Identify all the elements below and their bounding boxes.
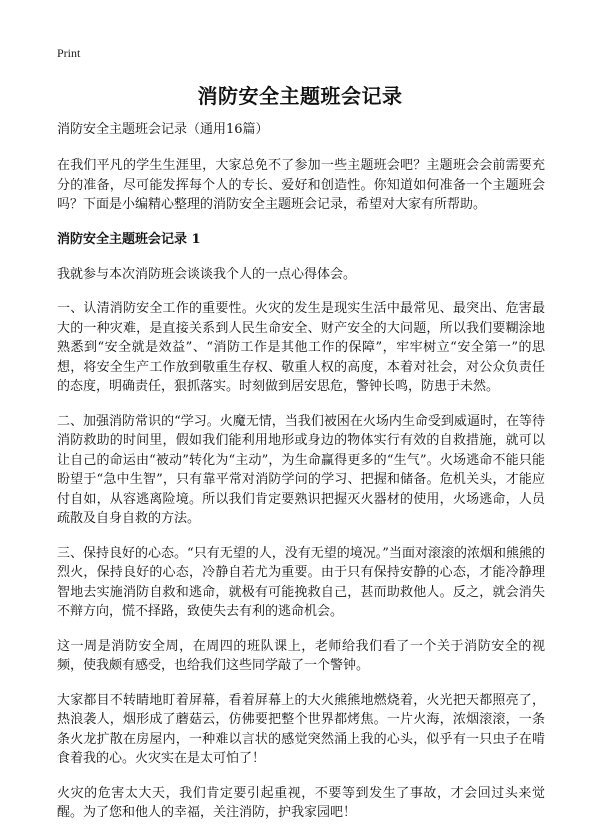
- body-paragraph-2: 一、认清消防安全工作的重要性。火灾的发生是现实生活中最常见、最突出、危害最大的一种灾难，是直接关系到人民生命安全、财产安全的大问题，所以我们要糊涂地熟悉到“安全就是效益”、“消防工作是其他工作的保障”，牢牢树立“安全第一”的思想，将安全生产工作放到敬重生存权、敬重人权的高度，本着对社会，对公众负责任的态度，明确责任，狠抓落实。时刻做到居安思危，警钟长鸣，防患于未然。: [57, 301, 545, 394]
- print-link[interactable]: Print: [57, 46, 81, 60]
- body-paragraph-1: 我就参与本次消防班会谈谈我个人的一点心得体会。: [57, 266, 357, 282]
- body-paragraph-4: 三、保持良好的心态。“只有无望的人，没有无望的境况。”当面对滚滚的浓烟和熊熊的烈火，保持良好的心态，冷静自若尤为重要。由于只有保持安静的心态，才能冷静理智地去实施消防自救和逃命，就极有可能挽救自己，甚而助救他人。反之，就会消失不辩方向，慌不择路，致使失去有利的逃命机会。: [57, 545, 545, 619]
- section-heading: 消防安全主题班会记录 1: [57, 231, 201, 247]
- document-title: 消防安全主题班会记录: [197, 84, 403, 108]
- body-paragraph-3: 二、加强消防常识的“学习。火魔无情，当我们被困在火场内生命受到威逼时，在等待消防救助的时间里，假如我们能利用地形或身边的物体实行有效的自救措施，就可以让自己的命运由“被动”转化为“主动”，为生命赢得更多的“生气”。火场逃命不能只能盼望于“急中生智”，只有靠平常对消防学问的学习、把握和储备。危机关头，才能应付自如，从容逃离险境。所以我们肯定要熟识把握灭火器材的使用，火场逃命，人员疏散及自身自救的方法。: [57, 413, 545, 526]
- document-subtitle: 消防安全主题班会记录（通用16篇）: [57, 122, 269, 137]
- body-paragraph-5: 这一周是消防安全周，在周四的班队课上，老师给我们看了一个关于消防安全的视频，使我颇有感受，也给我们这些同学敲了一个警钟。: [57, 638, 545, 673]
- body-paragraph-7: 火灾的危害太大天，我们肯定要引起重视，不要等到发生了事故，才会回过头来觉醒。为了您和他人的幸福，关注消防，护我家园吧！: [57, 785, 545, 820]
- intro-paragraph: 在我们平凡的学生生涯里，大家总免不了参加一些主题班会吧？主题班会会前需要充分的准备，尽可能发挥每个人的专长、爱好和创造性。你知道如何准备一个主题班会吗？下面是小编精心整理的消防安全主题班会记录，希望对大家有所帮助。: [57, 158, 545, 212]
- document-body: [57, 120, 545, 838]
- body-paragraph-6: 大家都目不转睛地盯着屏幕，看着屏幕上的大火熊熊地燃烧着，火光把天都照亮了，热浪袭人，烟形成了蘑菇云，仿佛要把整个世界都烤焦。一片火海，浓烟滚滚，一条条火龙扩散在房屋内，一种难以言状的感觉突然涌上我的心头，似乎有一只虫子在啃食着我的心。火灾实在是太可怕了！: [57, 692, 545, 766]
